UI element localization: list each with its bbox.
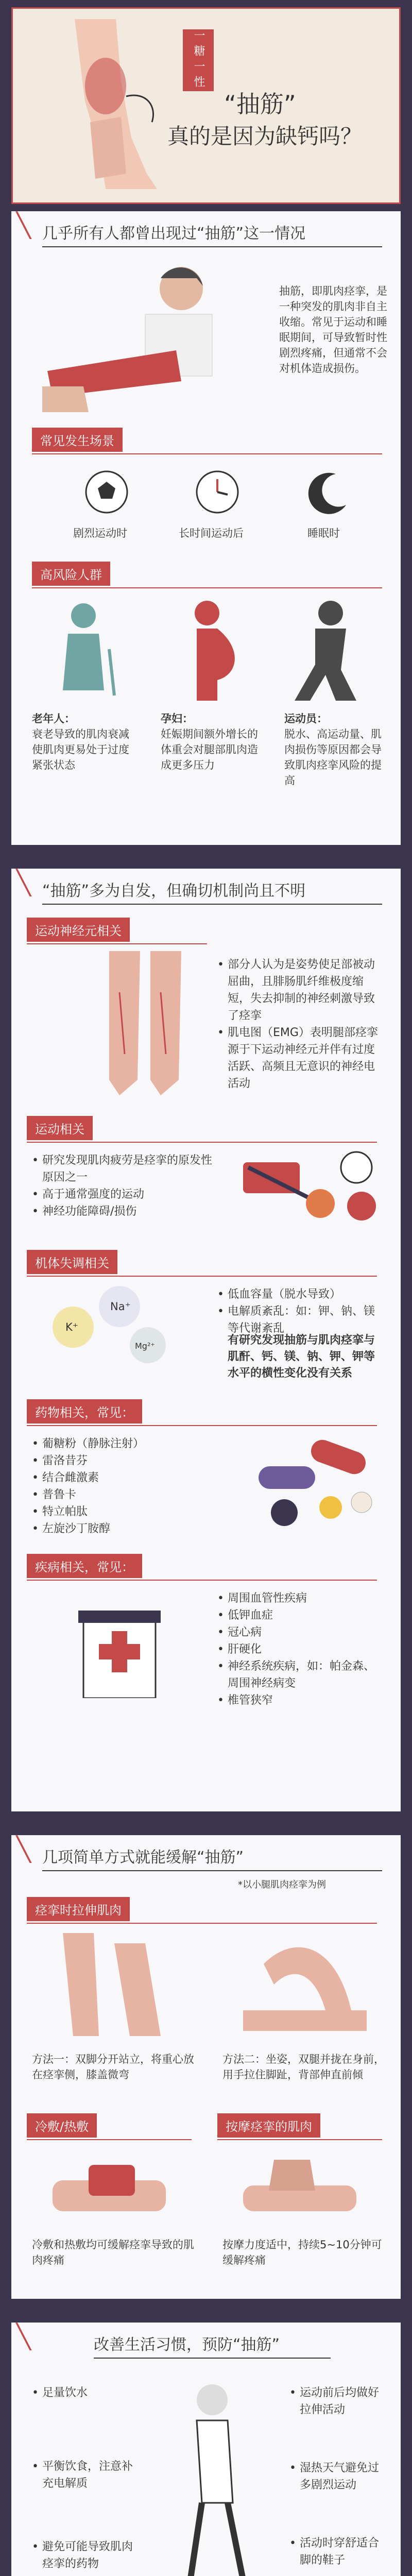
- drug-item: • 左旋沙丁胺醇: [32, 1520, 207, 1537]
- drug-item: • 普鲁卡: [32, 1486, 207, 1503]
- massage-tag: 按摩痉挛的肌肉: [217, 2113, 320, 2138]
- disease-item: • 周围血管性疾病: [217, 1590, 382, 1607]
- stretch-divider: [27, 1923, 377, 1924]
- moon-icon: [305, 469, 351, 515]
- athlete-icon: [279, 598, 372, 701]
- heat-tag: 冷敷/热敷: [27, 2113, 97, 2138]
- risk-divider: [32, 587, 382, 588]
- nerve-list: [217, 956, 382, 1092]
- scene-label-1: 长时间运动后: [179, 527, 244, 539]
- habit-item-left: • 平衡饮食，注意补充电解质: [32, 2458, 135, 2492]
- heat-divider: [27, 2139, 192, 2140]
- nerve-item: • 肌电图（EMG）表明腿部痉挛源于下运动神经元并伴有过度活跃、高频且无意识的神经电活动: [217, 1024, 382, 1092]
- drug-divider: [27, 1425, 377, 1426]
- section-2-title: “抽筋”多为自发，但确切机制尚且不明: [42, 882, 306, 900]
- risk-desc-0: 衰老导致的肌肉衰减使肌肉更易处于过度紧张状态: [32, 728, 129, 771]
- risk-name-0: 老年人：: [32, 713, 75, 725]
- man-cramp-illustration: [42, 258, 238, 412]
- ion-label-mg: Mg²⁺: [135, 1341, 155, 1351]
- ion-label-na: Na⁺: [110, 1300, 131, 1313]
- disease-item: • 肝硬化: [217, 1641, 382, 1658]
- sport-item: • 神经功能障碍/损伤: [32, 1203, 217, 1220]
- massage-desc: 按摩力度适中，持续5~10分钟可缓解疼痛: [222, 2239, 382, 2266]
- standing-stretch-illustration: [42, 1933, 176, 2041]
- method-2: 方法二：坐姿，双腿并拢在身前，用手拉住脚趾，背部伸直前倾: [222, 2053, 385, 2081]
- section-4-mark: ╲: [16, 2323, 31, 2350]
- risk-name-1: 孕妇：: [161, 713, 193, 725]
- method-1: 方法一：双脚分开站立，将重心放在痉挛侧，膝盖微弯: [32, 2053, 194, 2081]
- section-2: [11, 869, 401, 1811]
- scene-divider: [32, 453, 382, 454]
- section-separator-1: [0, 845, 412, 869]
- runner-illustration: [140, 2379, 274, 2576]
- heat-desc: 冷敷和热敷均可缓解痉挛导致的肌肉疼痛: [32, 2239, 194, 2266]
- scene-tag: 常见发生场景: [32, 428, 123, 452]
- nerve-tag: 运动神经元相关: [27, 918, 130, 942]
- clock-icon: [194, 469, 241, 515]
- section-separator-2: [0, 1811, 412, 1835]
- header-card: [11, 7, 401, 204]
- drug-item: • 葡糖粉（静脉注射）: [32, 1435, 207, 1452]
- legs-illustration: [94, 951, 197, 1100]
- pregnant-woman-icon: [166, 598, 259, 701]
- stretch-tag: 痉挛时拉伸肌肉: [27, 1897, 130, 1921]
- ion-label-k: K⁺: [65, 1321, 78, 1333]
- body-item: • 电解质紊乱：如：钾、钠、镁等代谢紊乱: [217, 1303, 382, 1337]
- header-subtitle: 真的是因为缺钙吗？: [167, 124, 363, 149]
- scene-label-0: 剧烈运动时: [73, 527, 127, 539]
- risk-tag: 高风险人群: [32, 562, 110, 586]
- nerve-divider: [27, 943, 207, 944]
- habit-list-right: [289, 2384, 382, 2569]
- hospital-illustration: [68, 1600, 171, 1698]
- habit-item-left: • 避免可能导致肌肉痉挛的药物: [32, 2538, 135, 2572]
- habit-item-right: • 湿热天气避免过多剧烈运动: [289, 2460, 382, 2494]
- sport-divider: [27, 1142, 377, 1143]
- disease-item: • 椎管狭窄: [217, 1692, 382, 1709]
- section-3: [11, 1835, 401, 2299]
- section-1: [11, 211, 401, 845]
- risk-desc-2: 脱水、高运动量、肌肉损伤等原因都会导致肌肉痉挛风险的提高: [284, 728, 382, 787]
- drug-list: [32, 1435, 207, 1537]
- header-badge: 一糖一性: [183, 29, 214, 91]
- elderly-icon: [37, 598, 130, 701]
- body-item: • 低血容量（脱水导致）: [217, 1286, 382, 1303]
- disease-divider: [27, 1580, 377, 1581]
- massage-divider: [217, 2139, 382, 2140]
- section-4-title-line: [94, 2358, 331, 2359]
- section-3-subtitle: *以小腿肌肉痉挛为例: [238, 1879, 326, 1890]
- body-note: 有研究发现抽筋与肌肉痉挛与肌酐、钙、镁、钠、钾、钾等水平的横性变化没有关系: [228, 1334, 375, 1380]
- section-4: [11, 2323, 401, 2576]
- section-1-intro: 抽筋，即肌肉痉挛，是一种突发的肌肉非自主收缩。常见于运动和睡眠期间，可导致暂时性剧烈疼痛，但通常不会对机体造成损伤。: [279, 285, 387, 375]
- sport-list: [32, 1152, 217, 1220]
- section-3-mark: ╲: [16, 1835, 31, 1863]
- drug-item: • 特立帕肽: [32, 1503, 207, 1520]
- leg-cramp-illustration: [44, 19, 167, 194]
- body-tag: 机体失调相关: [27, 1250, 117, 1274]
- habit-item-right: • 活动时穿舒适合脚的鞋子: [289, 2535, 382, 2569]
- pills-illustration: [238, 1435, 382, 1528]
- nerve-item: • 部分人认为是姿势使足部被动屈曲，且腓肠肌纤维极度缩短，失去抑制的神经刺激导致了痉挛: [217, 956, 382, 1024]
- hot-cold-pack-illustration: [42, 2149, 176, 2227]
- section-3-title-line: [42, 1870, 382, 1871]
- seated-stretch-illustration: [233, 1933, 377, 2041]
- section-2-mark: ╲: [16, 869, 31, 896]
- habit-item-right: • 运动前后均做好拉伸活动: [289, 2384, 382, 2418]
- section-4-title: 改善生活习惯，预防“抽筋”: [94, 2336, 280, 2354]
- disease-item: • 神经系统疾病，如：帕金森、周围神经病变: [217, 1658, 382, 1692]
- drug-item: • 结合雌激素: [32, 1469, 207, 1486]
- section-1-title: 几乎所有人都曾出现过“抽筋”这一情况: [42, 225, 306, 243]
- sport-item: • 高于通常强度的运动: [32, 1186, 217, 1203]
- body-list: [217, 1286, 382, 1337]
- soccer-ball-icon: [83, 469, 130, 515]
- habit-item-left: • 足量饮水: [32, 2384, 135, 2401]
- risk-name-2: 运动员：: [284, 713, 328, 725]
- drug-item: • 雷洛昔芬: [32, 1452, 207, 1469]
- scene-label-2: 睡眠时: [307, 527, 340, 539]
- section-separator-3: [0, 2299, 412, 2323]
- habit-list-left: [32, 2384, 135, 2572]
- section-1-mark: ╲: [16, 211, 31, 239]
- sports-equipment-illustration: [238, 1147, 382, 1224]
- section-3-title: 几项简单方式就能缓解“抽筋”: [42, 1849, 244, 1867]
- header: [0, 0, 412, 211]
- sport-item: • 研究发现肌肉疲劳是痉挛的原发性原因之一: [32, 1152, 217, 1186]
- disease-item: • 冠心病: [217, 1624, 382, 1641]
- section-1-title-line: [42, 246, 382, 247]
- massage-illustration: [233, 2149, 367, 2227]
- disease-item: • 低钾血症: [217, 1607, 382, 1624]
- sport-tag: 运动相关: [27, 1116, 93, 1140]
- disease-list: [217, 1590, 382, 1709]
- body-divider: [27, 1276, 377, 1277]
- disease-tag: 疾病相关，常见：: [27, 1554, 142, 1578]
- section-2-title-line: [42, 904, 382, 905]
- header-title: “抽筋”: [224, 90, 296, 118]
- risk-desc-1: 妊娠期间额外增长的体重会对腿部肌肉造成更多压力: [161, 728, 258, 771]
- drug-tag: 药物相关，常见：: [27, 1399, 142, 1423]
